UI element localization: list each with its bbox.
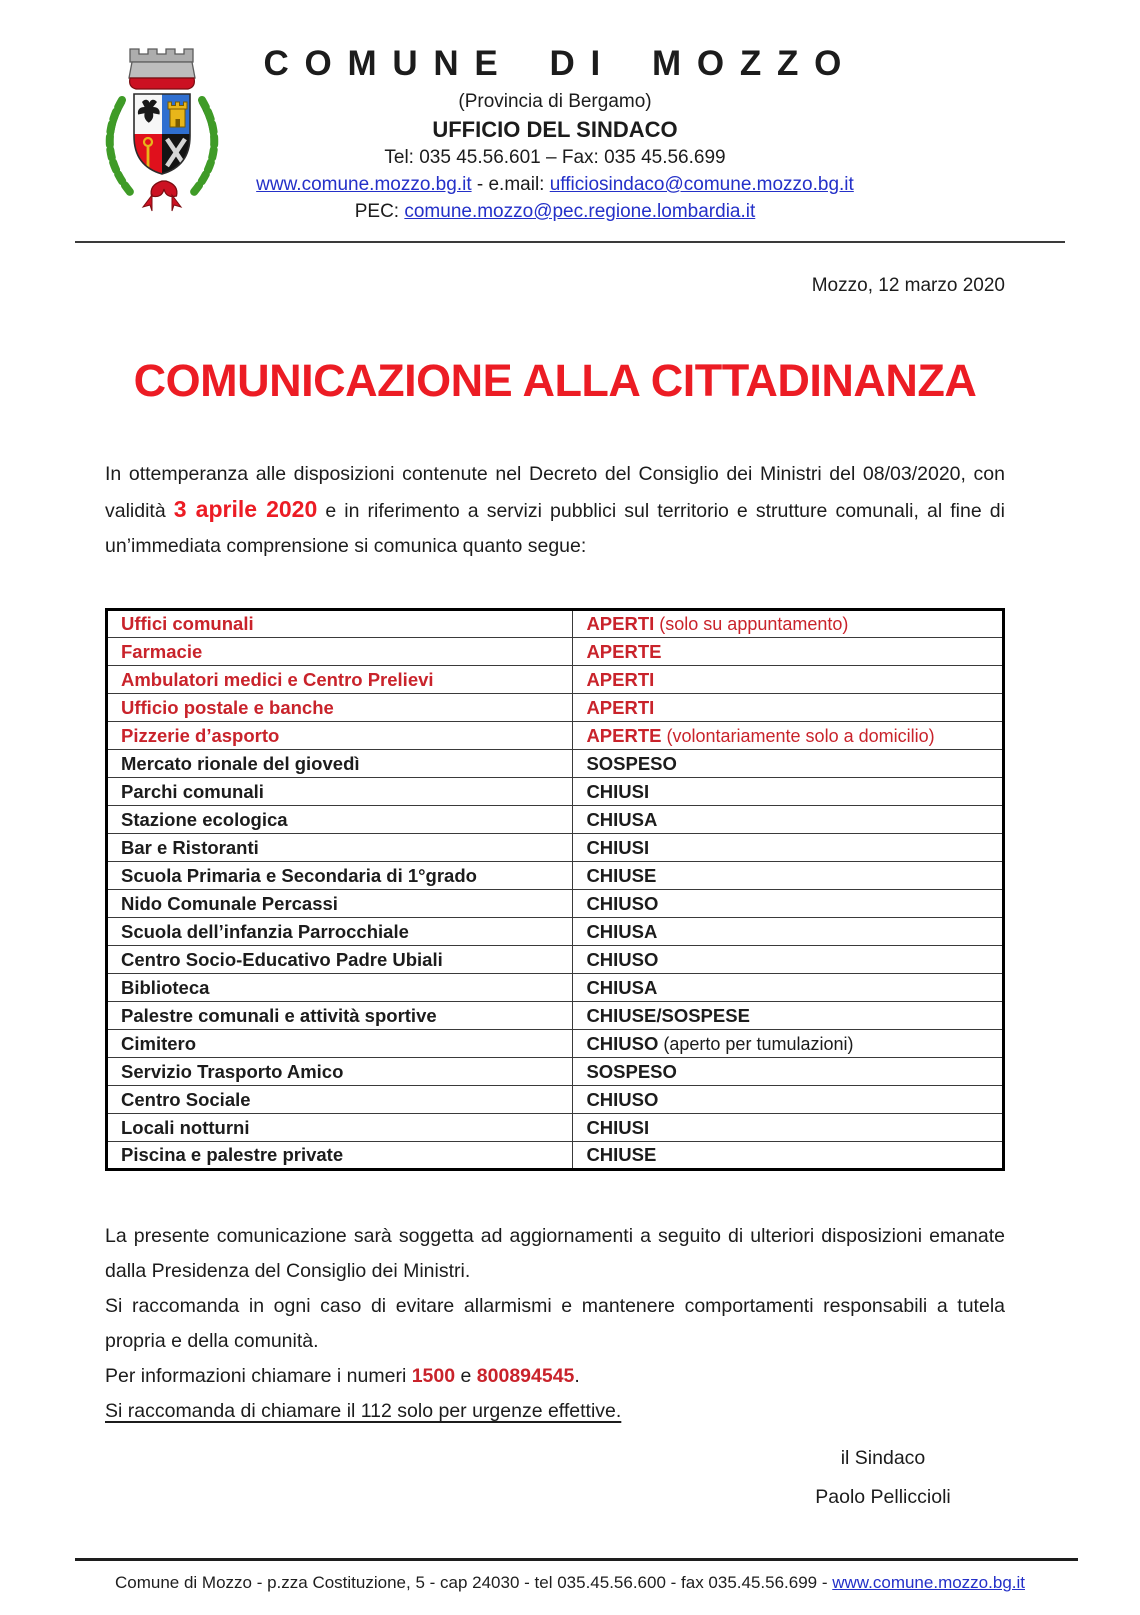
table-row <box>107 694 1004 722</box>
pec-link[interactable]: comune.mozzo@pec.regione.lombardia.it <box>404 201 756 222</box>
page-title: COMUNICAZIONE ALLA CITTADINANZA <box>133 355 977 406</box>
tel-fax-line: Tel: 035 45.56.601 – Fax: 035 45.56.699 <box>384 147 726 168</box>
web-email-line <box>225 171 885 198</box>
table-row <box>107 890 1004 918</box>
intro-paragraph <box>105 457 1005 564</box>
table-row <box>107 1030 1004 1058</box>
service-name-cell: Piscina e palestre private <box>107 1142 573 1170</box>
service-name-cell: Bar e Ristoranti <box>107 834 573 862</box>
table-row <box>107 834 1004 862</box>
service-name-cell: Centro Socio-Educativo Padre Ubiali <box>107 946 573 974</box>
table-row <box>107 974 1004 1002</box>
website-link[interactable]: www.comune.mozzo.bg.it <box>256 174 472 195</box>
service-name-cell: Scuola Primaria e Secondaria di 1°grado <box>107 862 573 890</box>
status-cell: CHIUSE <box>573 862 1004 890</box>
table-row <box>107 750 1004 778</box>
status-cell: APERTE (volontariamente solo a domicilio) <box>573 722 1004 750</box>
letterhead-text <box>225 44 885 225</box>
date-place: Mozzo, 12 marzo 2020 <box>811 275 1005 296</box>
footer-address: Comune di Mozzo - p.zza Costituzione, 5 - cap 24030 - tel 035.45.56.600 - fax 035.45.56.699 - <box>114 1573 833 1592</box>
table-row <box>107 862 1004 890</box>
intro-text-1: In ottemperanza alle disposizioni contenute nel Decreto del Consiglio dei Ministri del 08/03/2020, con validità <box>105 463 1005 522</box>
service-name-cell: Mercato rionale del giovedì <box>107 750 573 778</box>
closing-paragraph-recommendation: Si raccomanda in ogni caso di evitare allarmismi e mantenere comportamenti responsabili a tutela propria e della comunità. <box>105 1295 1005 1352</box>
email-link[interactable]: ufficiosindaco@comune.mozzo.bg.it <box>549 174 854 195</box>
closing-section <box>105 1219 1005 1429</box>
shield-icon <box>134 94 190 176</box>
info-prefix: Per informazioni chiamare i numeri <box>105 1365 412 1387</box>
service-name-cell: Biblioteca <box>107 974 573 1002</box>
services-status-table <box>105 608 1005 1171</box>
table-row <box>107 666 1004 694</box>
pec-label: PEC: <box>354 201 405 222</box>
status-cell: CHIUSO (aperto per tumulazioni) <box>573 1030 1004 1058</box>
document-body <box>0 275 1140 1509</box>
signature-name: Paolo Pelliccioli <box>815 1486 951 1508</box>
service-name-cell: Farmacie <box>107 638 573 666</box>
letterhead <box>0 0 1140 225</box>
closing-paragraph-updates: La presente comunicazione sarà soggetta ad aggiornamenti a seguito di ulteriori disposizioni emanate dalla Presidenza del Consiglio dei Ministri. <box>105 1225 1005 1282</box>
table-row <box>107 638 1004 666</box>
service-name-cell: Servizio Trasporto Amico <box>107 1058 573 1086</box>
status-cell: CHIUSE <box>573 1142 1004 1170</box>
status-cell: CHIUSI <box>573 834 1004 862</box>
coat-of-arms-logo <box>92 40 232 215</box>
footer-divider <box>75 1558 1078 1561</box>
table-row <box>107 1086 1004 1114</box>
service-name-cell: Ufficio postale e banche <box>107 694 573 722</box>
province-line: (Provincia di Bergamo) <box>458 91 652 112</box>
status-cell: CHIUSI <box>573 778 1004 806</box>
table-row <box>107 1114 1004 1142</box>
header-divider <box>75 241 1065 243</box>
info-suffix: . <box>574 1365 580 1387</box>
office-line: UFFICIO DEL SINDACO <box>432 117 678 142</box>
email-label: - e.mail: <box>471 174 550 195</box>
municipality-name: COMUNE DI MOZZO <box>263 44 858 83</box>
pec-line <box>225 198 885 225</box>
table-row <box>107 946 1004 974</box>
service-name-cell: Uffici comunali <box>107 610 573 638</box>
service-name-cell: Nido Comunale Percassi <box>107 890 573 918</box>
status-cell: CHIUSA <box>573 918 1004 946</box>
status-cell: CHIUSO <box>573 890 1004 918</box>
intro-text-2: e in riferimento a servizi pubblici sul territorio e strutture comunali, al fine di un’immediata comprensione si comunica quanto segue: <box>105 500 1005 557</box>
table-row <box>107 778 1004 806</box>
service-name-cell: Centro Sociale <box>107 1086 573 1114</box>
status-cell: CHIUSO <box>573 1086 1004 1114</box>
status-cell: SOSPESO <box>573 750 1004 778</box>
table-row <box>107 610 1004 638</box>
status-cell: APERTI <box>573 694 1004 722</box>
signature-block <box>753 1447 1013 1509</box>
service-name-cell: Palestre comunali e attività sportive <box>107 1002 573 1030</box>
footer-website-link[interactable]: www.comune.mozzo.bg.it <box>832 1573 1025 1592</box>
table-row <box>107 918 1004 946</box>
status-cell: CHIUSI <box>573 1114 1004 1142</box>
status-cell: APERTE <box>573 638 1004 666</box>
emergency-note: Si raccomanda di chiamare il 112 solo per urgenze effettive. <box>105 1400 622 1422</box>
phone-number-1500: 1500 <box>411 1365 456 1387</box>
footer-text <box>0 1573 1140 1593</box>
table-row <box>107 1002 1004 1030</box>
service-name-cell: Cimitero <box>107 1030 573 1058</box>
status-cell: CHIUSA <box>573 974 1004 1002</box>
service-name-cell: Stazione ecologica <box>107 806 573 834</box>
status-cell: CHIUSA <box>573 806 1004 834</box>
status-cell: APERTI (solo su appuntamento) <box>573 610 1004 638</box>
table-row <box>107 806 1004 834</box>
service-name-cell: Parchi comunali <box>107 778 573 806</box>
info-mid: e <box>455 1365 477 1387</box>
status-cell: CHIUSO <box>573 946 1004 974</box>
validity-date: 3 aprile 2020 <box>173 496 318 522</box>
service-name-cell: Locali notturni <box>107 1114 573 1142</box>
table-row <box>107 722 1004 750</box>
status-cell: CHIUSE/SOSPESE <box>573 1002 1004 1030</box>
service-name-cell: Scuola dell’infanzia Parrocchiale <box>107 918 573 946</box>
service-name-cell: Pizzerie d’asporto <box>107 722 573 750</box>
table-row <box>107 1142 1004 1170</box>
status-cell: APERTI <box>573 666 1004 694</box>
service-name-cell: Ambulatori medici e Centro Prelievi <box>107 666 573 694</box>
ribbon-icon <box>143 181 181 211</box>
signature-role: il Sindaco <box>840 1447 926 1469</box>
table-row <box>107 1058 1004 1086</box>
mural-crown-icon <box>129 49 195 89</box>
phone-number-800894545: 800894545 <box>476 1365 575 1387</box>
coat-of-arms-graphic <box>92 40 232 215</box>
document-footer <box>0 1558 1140 1593</box>
status-cell: SOSPESO <box>573 1058 1004 1086</box>
emergency-note-line <box>105 1394 1005 1429</box>
info-numbers-line <box>105 1359 1005 1394</box>
